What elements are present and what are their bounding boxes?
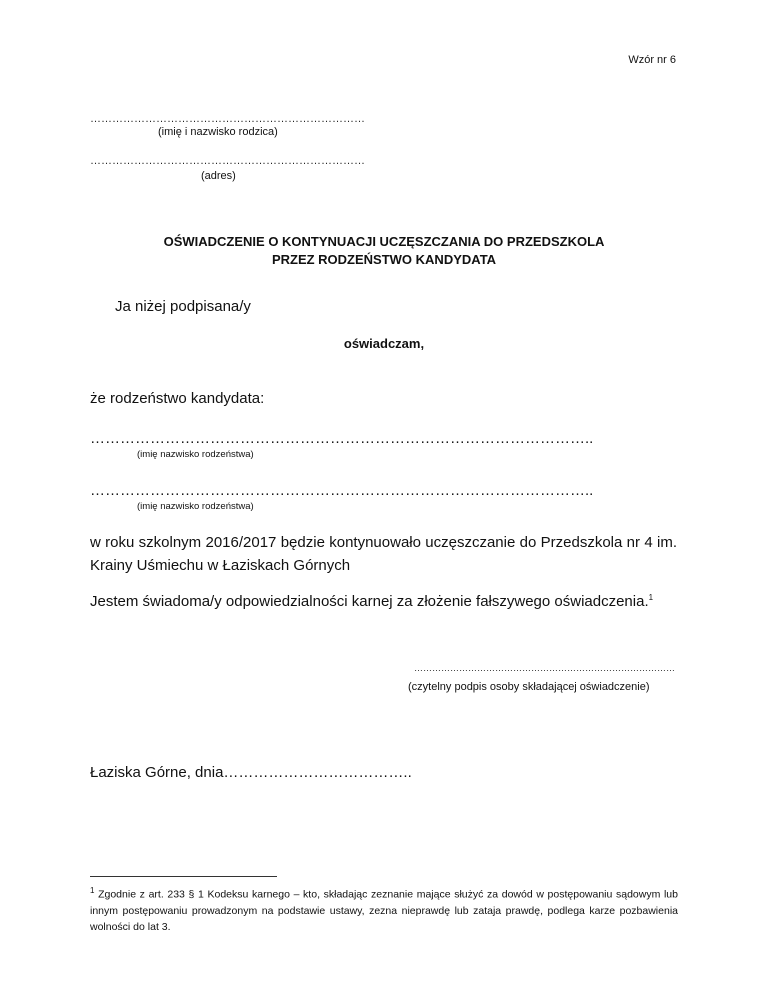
sibling-2-caption: (imię nazwisko rodzeństwa) — [137, 501, 254, 512]
signature-dots: …………………………………………………………………………… — [414, 663, 675, 673]
declare-text: oświadczam, — [343, 336, 425, 351]
footnote-mark: 1 — [90, 886, 95, 895]
awareness-text: Jestem świadoma/y odpowiedzialności karnej za złożenie fałszywego oświadczenia. — [90, 593, 649, 610]
signature-caption: (czytelny podpis osoby składającej oświadczenie) — [408, 681, 650, 693]
address-dots: ………………………………………………………………… — [90, 155, 365, 167]
awareness-line — [90, 593, 653, 610]
parent-name-dots: ………………………………………………………………… — [90, 113, 365, 125]
siblings-intro: że rodzeństwo kandydata: — [90, 390, 265, 407]
document-title-line2: PRZEZ RODZEŃSTWO KANDYDATA — [271, 252, 497, 267]
sibling-1-caption: (imię nazwisko rodzeństwa) — [137, 449, 254, 460]
footnote-text: Zgodnie z art. 233 § 1 Kodeksu karnego – kto, składając zeznanie mające służyć za dowód w postępowaniu sądowym lub innym postępowaniu prowadzonym na podstawie ustawy, zezna nieprawdę lub zataja prawdę, podlega karze pozbawienia wolności do lat 3. — [90, 888, 678, 933]
form-number: Wzór nr 6 — [628, 54, 676, 66]
continuation-text: w roku szkolnym 2016/2017 będzie kontynuowało uczęszczanie do Przedszkola nr 4 im. Krainy Uśmiechu w Łaziskach Górnych — [90, 534, 677, 574]
intro-text: Ja niżej podpisana/y — [115, 298, 251, 315]
place-date: Łaziska Górne, dnia……………………………….. — [90, 764, 412, 781]
footnote-divider — [90, 876, 277, 877]
sibling-2-dots: ……………………………………………………………………………………….. — [90, 482, 594, 499]
document-title-line1: OŚWIADCZENIE O KONTYNUACJI UCZĘSZCZANIA DO PRZEDSZKOLA — [163, 234, 605, 249]
address-caption: (adres) — [201, 170, 236, 182]
footnote-ref: 1 — [648, 593, 654, 602]
sibling-1-dots: ……………………………………………………………………………………….. — [90, 430, 594, 447]
footnote — [90, 883, 678, 935]
parent-name-caption: (imię i nazwisko rodzica) — [158, 126, 278, 138]
